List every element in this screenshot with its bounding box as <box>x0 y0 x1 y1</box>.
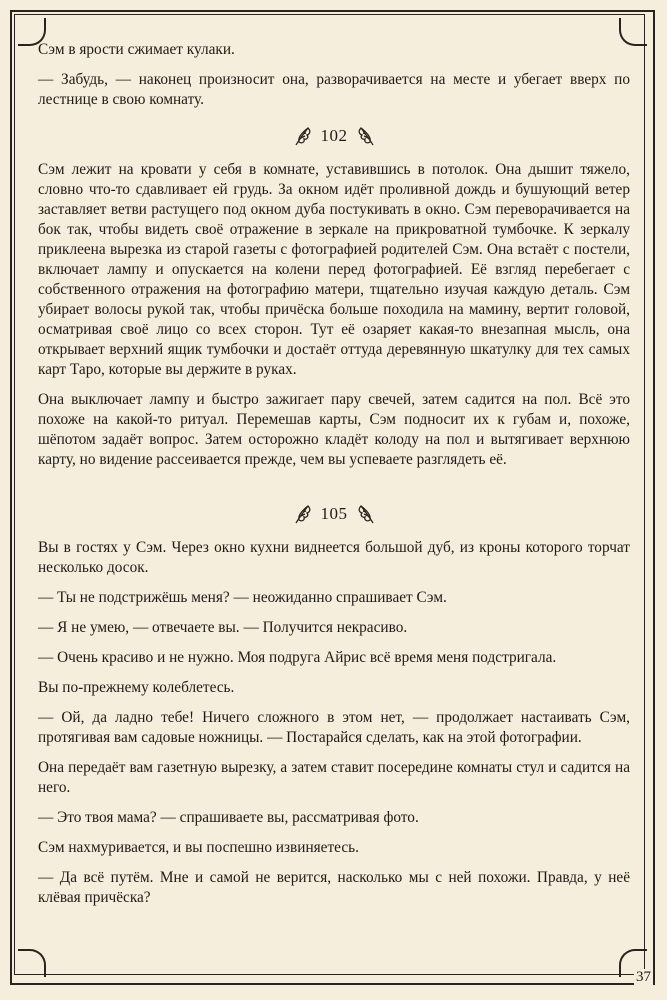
paragraph: Сэм нахмуривается, и вы поспешно извиняетесь. <box>38 839 359 856</box>
section-number: 105 <box>320 504 348 523</box>
paragraph: Она передаёт вам газетную вырезку, а затем ставит посередине комнаты стул и садится на него. <box>38 759 630 796</box>
paragraph: — Забудь, — наконец произносит она, разворачивается на месте и убегает вверх по лестнице в свою комнату. <box>38 71 630 108</box>
page-number: 37 <box>636 969 651 985</box>
paragraph: — Это твоя мама? — спрашиваете вы, рассматривая фото. <box>38 809 419 826</box>
paragraph: Вы по-прежнему колеблетесь. <box>38 679 235 696</box>
paragraph: — Ой, да ладно тебе! Ничего сложного в этом нет, — продолжает настаивать Сэм, протягивая вам садовые ножницы. — Постарайся сделать, как на этой фотографии. <box>38 709 630 746</box>
paragraph: Сэм в ярости сжимает кулаки. <box>38 41 235 58</box>
paragraph: Сэм лежит на кровати у себя в комнате, уставившись в потолок. Она дышит тяжело, словно что-то сдавливает ей грудь. За окном идёт проливной дождь и бушующий ветер заставляет ветви растущего под окном дуба постукивать в окно. Сэм переворачивается на бок так, чтобы видеть своё отражение в зеркале на прикроватной тумбочке. К зеркалу приклеена вырезка из старой газеты с фотографией родителей Сэм. Она встаёт с постели, включает лампу и опускается на колени перед фотографией. Её взгляд перебегает с собственного отражения на фотографию матери, тщательно изучая каждую деталь. Сэм убирает волосы рукой так, чтобы причёска больше походила на мамину, вертит головой, осматривая своё лицо со всех сторон. Тут её озаряет какая-то внезапная мысль, она открывает верхний ящик тумбочки и достаёт оттуда деревянную шкатулку для тех самых карт Таро, которые вы держите в руках. <box>38 161 630 378</box>
paragraph: Вы в гостях у Сэм. Через окно кухни виднеется большой дуб, из кроны которого торчат несколько досок. <box>38 539 630 576</box>
paragraph: — Ты не подстрижёшь меня? — неожиданно спрашивает Сэм. <box>38 589 447 606</box>
oak-leaf-left-icon <box>293 125 313 147</box>
section-heading-105 <box>38 498 630 530</box>
section-number: 102 <box>320 126 348 145</box>
section-heading-102 <box>38 120 630 152</box>
paragraph: Она выключает лампу и быстро зажигает пару свечей, затем садится на пол. Всё это похоже на какой-то ритуал. Перемешав карты, Сэм подносит их к губам и, похоже, шёпотом задаёт вопрос. Затем осторожно кладёт колоду на пол и вытягивает верхнюю карту, но видение рассеивается прежде, чем вы успеваете разглядеть её. <box>38 391 630 468</box>
paragraph: — Я не умею, — отвечаете вы. — Получится некрасиво. <box>38 619 408 636</box>
paragraph: — Очень красиво и не нужно. Моя подруга Айрис всё время меня подстригала. <box>38 649 557 666</box>
paragraph: — Да всё путём. Мне и самой не верится, насколько мы с ней похожи. Правда, у неё клёвая причёска? <box>38 869 630 906</box>
page-content <box>38 40 630 918</box>
oak-leaf-right-icon <box>356 125 376 147</box>
oak-leaf-left-icon <box>293 503 313 525</box>
oak-leaf-right-icon <box>356 503 376 525</box>
